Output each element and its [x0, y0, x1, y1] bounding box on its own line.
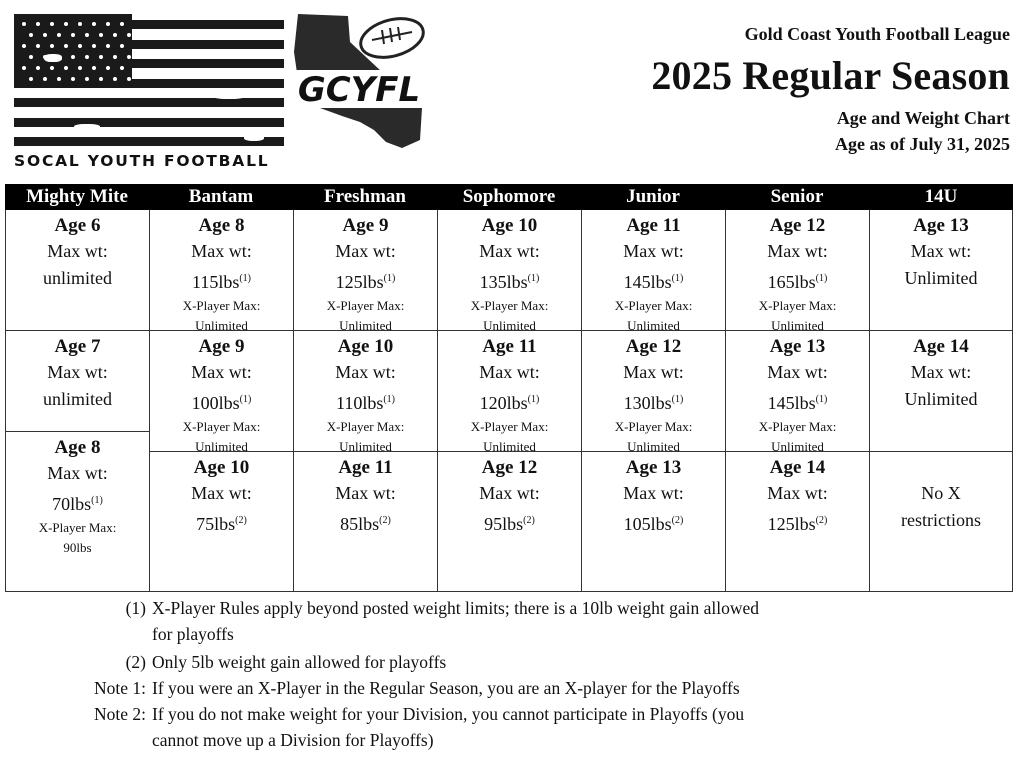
max-weight: 100lbs [191, 393, 240, 413]
xplayer-label: X-Player Max: [614, 419, 693, 434]
age-label: Age 14 [913, 336, 969, 357]
flag-star [71, 55, 75, 59]
xplayer-label: X-Player Max: [38, 520, 117, 535]
max-wt-label: Max wt: [623, 483, 684, 503]
max-weight-value [294, 507, 437, 538]
xplayer-max: Unlimited [339, 318, 392, 333]
age-label: Age 7 [54, 336, 101, 357]
flag-star [106, 66, 110, 70]
max-weight-value [438, 265, 581, 296]
flag-star [99, 77, 103, 81]
flag-star [120, 22, 124, 26]
chart-name: Age and Weight Chart [836, 108, 1010, 128]
flag-star [29, 55, 33, 59]
xplayer-label: X-Player Max: [470, 419, 549, 434]
footnote-ref: (2) [235, 515, 247, 526]
note-text-cont: cannot move up a Division for Playoffs) [152, 730, 434, 750]
max-wt-label: Max wt: [767, 241, 828, 261]
flag-union [14, 14, 132, 86]
division-cell [293, 331, 437, 452]
age-as-of: Age as of July 31, 2025 [835, 134, 1010, 154]
max-weight-value [294, 265, 437, 296]
flag-star [29, 33, 33, 37]
max-wt-label: Max wt: [767, 362, 828, 382]
flag-star [92, 44, 96, 48]
division-header: Mighty Mite [5, 184, 149, 210]
flag-star [106, 44, 110, 48]
max-weight-value [726, 386, 869, 417]
flag-star [50, 44, 54, 48]
max-weight: 105lbs [623, 514, 672, 534]
xplayer-label: X-Player Max: [326, 419, 405, 434]
flag-stripe [14, 118, 284, 127]
max-weight-value [870, 386, 1012, 413]
division-cell [869, 210, 1013, 331]
division-header: Sophomore [437, 184, 581, 210]
max-weight: Unlimited [904, 268, 978, 288]
age-label: Age 9 [198, 336, 245, 357]
division-cell [5, 210, 149, 331]
max-weight: 165lbs [767, 272, 816, 292]
max-weight: 145lbs [623, 272, 672, 292]
age-label: Age 10 [481, 215, 538, 236]
footnote-ref: (1) [671, 273, 684, 284]
age-label: Age 9 [342, 215, 389, 236]
division-header: 14U [869, 184, 1013, 210]
xplayer-max: Unlimited [627, 439, 680, 454]
flag-star [85, 77, 89, 81]
xplayer-max: Unlimited [771, 318, 824, 333]
max-weight-value [150, 386, 293, 417]
max-weight-value [150, 265, 293, 296]
division-cell [725, 452, 869, 592]
footnote-ref: (1) [815, 273, 828, 284]
flag-star [113, 77, 117, 81]
age-label: Age 12 [625, 336, 682, 357]
division-header: Junior [581, 184, 725, 210]
note-text: If you were an X-Player in the Regular Season, you are an X-player for the Playoffs [152, 678, 740, 698]
flag-star [22, 22, 26, 26]
flag-star [113, 33, 117, 37]
age-label: Age 14 [769, 457, 826, 478]
max-weight-value [582, 265, 725, 296]
flag-wear [214, 94, 244, 99]
max-weight-value [150, 507, 293, 538]
age-label: Age 10 [193, 457, 250, 478]
xplayer-max: Unlimited [483, 318, 536, 333]
season-title: 2025 Regular Season [651, 53, 1010, 98]
footnote-ref: (2) [523, 515, 535, 526]
age-label: Age 11 [482, 336, 537, 357]
division-header: Bantam [149, 184, 293, 210]
flag-star [78, 44, 82, 48]
max-wt-label: Max wt: [479, 241, 540, 261]
flag-star [85, 55, 89, 59]
division-cell [149, 331, 293, 452]
max-weight: 130lbs [623, 393, 672, 413]
flag-star [29, 77, 33, 81]
flag-star [85, 33, 89, 37]
footnote-ref: (1) [815, 394, 828, 405]
age-label: Age 10 [337, 336, 394, 357]
note-label: (1) [125, 598, 146, 618]
max-wt-label: Max wt: [335, 483, 396, 503]
max-wt-label: Max wt: [191, 483, 252, 503]
note-text-cont: for playoffs [152, 624, 234, 644]
xplayer-max: Unlimited [339, 439, 392, 454]
restrictions-label: restrictions [901, 510, 981, 530]
note-text: If you do not make weight for your Division, you cannot participate in Playoffs (you [152, 704, 745, 724]
max-wt-label: Max wt: [191, 362, 252, 382]
max-weight: 70lbs [52, 494, 92, 514]
age-label: Age 8 [54, 437, 101, 458]
footnote-ref: (1) [671, 394, 684, 405]
flag-star [57, 77, 61, 81]
max-wt-label: Max wt: [767, 483, 828, 503]
flag-star [50, 22, 54, 26]
footnote-ref: (2) [379, 515, 391, 526]
footnote-ref: (1) [383, 273, 396, 284]
division-header: Senior [725, 184, 869, 210]
footnote-ref: (2) [671, 515, 684, 526]
footnote-ref: (1) [527, 273, 540, 284]
league-name: Gold Coast Youth Football League [744, 24, 1010, 44]
logo-area [8, 8, 430, 176]
age-label: Age 6 [54, 215, 101, 236]
max-weight: unlimited [43, 389, 112, 409]
flag-star [99, 55, 103, 59]
max-wt-label: Max wt: [623, 362, 684, 382]
xplayer-max: Unlimited [627, 318, 680, 333]
age-label: Age 12 [481, 457, 538, 478]
division-cell [149, 210, 293, 331]
flag-star [92, 22, 96, 26]
max-weight-value [870, 265, 1012, 292]
flag-star [43, 77, 47, 81]
footnote-ref: (1) [239, 273, 251, 284]
age-label: Age 11 [626, 215, 681, 236]
no-x-label: No X [921, 483, 961, 503]
max-weight-value [726, 265, 869, 296]
note-label: (2) [125, 652, 146, 672]
flag-star [64, 22, 68, 26]
flag-star [36, 22, 40, 26]
flag-star [71, 77, 75, 81]
flag-star [71, 33, 75, 37]
division-cell [581, 331, 725, 452]
flag-wear [74, 124, 100, 130]
division-cell [437, 452, 581, 592]
flag-star [50, 66, 54, 70]
division-cell [725, 331, 869, 452]
division-cell [437, 210, 581, 331]
division-cell [869, 331, 1013, 452]
note-label: Note 2: [93, 704, 146, 724]
flag-star [106, 22, 110, 26]
max-wt-label: Max wt: [47, 362, 108, 382]
flag-star [64, 44, 68, 48]
xplayer-max: Unlimited [771, 439, 824, 454]
max-weight: 145lbs [767, 393, 816, 413]
division-cell [869, 452, 1013, 592]
division-cell [437, 331, 581, 452]
flag-star [78, 22, 82, 26]
footnote-ref: (1) [239, 394, 252, 405]
max-weight-value [294, 386, 437, 417]
note-label: Note 1: [93, 678, 146, 698]
flag-star [22, 44, 26, 48]
division-cell [725, 210, 869, 331]
max-weight: 110lbs [335, 393, 384, 413]
flag-star [36, 44, 40, 48]
max-weight: 75lbs [196, 514, 236, 534]
max-weight: 115lbs [191, 272, 240, 292]
division-cell [581, 210, 725, 331]
flag-star [120, 44, 124, 48]
flag-star [22, 66, 26, 70]
max-wt-label: Max wt: [479, 483, 540, 503]
footnote-ref: (1) [383, 394, 395, 405]
flag-wear [164, 34, 186, 40]
max-weight-value [6, 386, 149, 413]
xplayer-label: X-Player Max: [758, 419, 837, 434]
spacer [870, 456, 1012, 480]
xplayer-label: X-Player Max: [470, 298, 549, 313]
division-cell [293, 210, 437, 331]
age-label: Age 8 [198, 215, 245, 236]
max-weight: Unlimited [904, 389, 978, 409]
flag-wear [44, 54, 62, 62]
xplayer-max: 90lbs [63, 540, 92, 555]
division-cell [293, 452, 437, 592]
flag-star [64, 66, 68, 70]
flag-star [99, 33, 103, 37]
flag-wear [244, 134, 264, 141]
max-weight-value [6, 265, 149, 292]
flag-star [43, 33, 47, 37]
max-wt-label: Max wt: [191, 241, 252, 261]
xplayer-label: X-Player Max: [614, 298, 693, 313]
age-label: Age 13 [625, 457, 682, 478]
footnote-ref: (1) [91, 495, 103, 506]
xplayer-max: Unlimited [195, 318, 248, 333]
max-weight-value [438, 507, 581, 538]
xplayer-max: Unlimited [195, 439, 248, 454]
max-wt-label: Max wt: [335, 362, 396, 382]
flag-star [127, 77, 131, 81]
age-label: Age 11 [338, 457, 393, 478]
max-weight: unlimited [43, 268, 112, 288]
max-weight: 135lbs [479, 272, 528, 292]
max-weight-value [6, 487, 149, 518]
flag-stripe [14, 98, 284, 107]
xplayer-label: X-Player Max: [326, 298, 405, 313]
max-weight-value [582, 386, 725, 417]
footnote-ref: (1) [527, 394, 540, 405]
flag-star [120, 66, 124, 70]
division-cell [5, 432, 149, 592]
flag-star [78, 66, 82, 70]
flag-star [36, 66, 40, 70]
american-flag-icon [14, 14, 284, 152]
footnote-ref: (2) [815, 515, 828, 526]
age-weight-table [5, 184, 1013, 592]
flag-star [92, 66, 96, 70]
division-cell [5, 331, 149, 432]
max-weight: 95lbs [484, 514, 524, 534]
flag-star [57, 33, 61, 37]
max-weight: 120lbs [479, 393, 528, 413]
age-label: Age 13 [913, 215, 969, 236]
note-text: X-Player Rules apply beyond posted weight limits; there is a 10lb weight gain allowed [152, 598, 760, 618]
division-cell [581, 452, 725, 592]
max-weight-value [726, 507, 869, 538]
max-weight: 125lbs [335, 272, 384, 292]
max-weight: 125lbs [767, 514, 816, 534]
xplayer-max: Unlimited [483, 439, 536, 454]
age-label: Age 13 [769, 336, 826, 357]
max-weight-value [438, 386, 581, 417]
max-wt-label: Max wt: [910, 362, 972, 382]
gcyfl-text: GCYFL [297, 70, 421, 110]
flag-wear [134, 109, 148, 114]
max-wt-label: Max wt: [47, 241, 108, 261]
flag-star [127, 55, 131, 59]
note-text: Only 5lb weight gain allowed for playoffs [152, 652, 447, 672]
max-weight-value [582, 507, 725, 538]
flag-star [127, 33, 131, 37]
max-wt-label: Max wt: [623, 241, 684, 261]
max-wt-label: Max wt: [479, 362, 540, 382]
age-label: Age 12 [769, 215, 826, 236]
xplayer-label: X-Player Max: [182, 419, 261, 434]
division-header: Freshman [293, 184, 437, 210]
max-wt-label: Max wt: [335, 241, 396, 261]
xplayer-label: X-Player Max: [182, 298, 261, 313]
gcyfl-logo [290, 12, 428, 152]
socal-youth-football-logo: SOCAL YOUTH FOOTBALL [14, 152, 270, 170]
flag-star [113, 55, 117, 59]
max-wt-label: Max wt: [910, 241, 972, 261]
xplayer-label: X-Player Max: [758, 298, 837, 313]
division-cell [149, 452, 293, 592]
max-weight: 85lbs [340, 514, 380, 534]
max-wt-label: Max wt: [47, 463, 108, 483]
